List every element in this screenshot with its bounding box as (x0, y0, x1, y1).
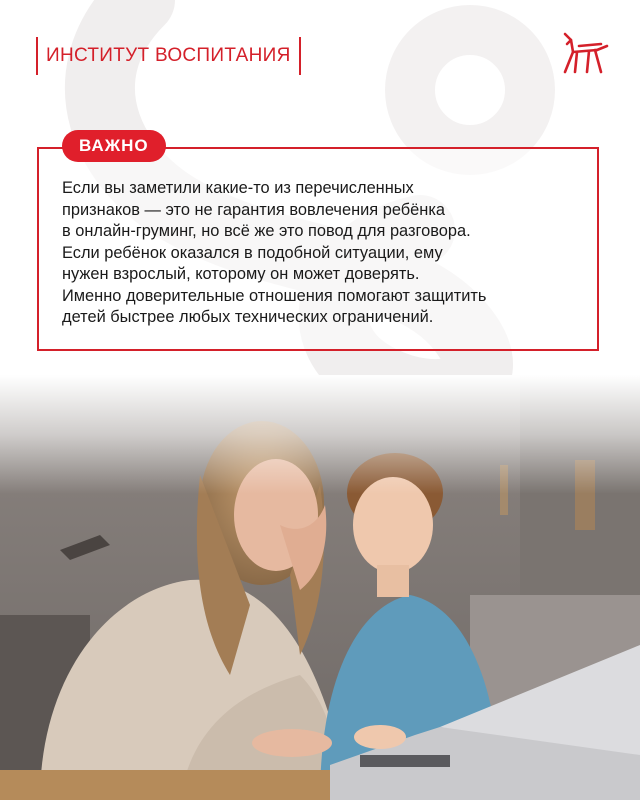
callout-text (62, 178, 582, 329)
important-badge: ВАЖНО (62, 130, 166, 162)
header-divider-right (299, 37, 301, 75)
callout-line: Если ребёнок оказался в подобной ситуации, ему (62, 243, 443, 262)
callout-line: детей быстрее любых технических ограничений. (62, 308, 434, 326)
callout-line: Если вы заметили какие-то из перечисленных (62, 179, 414, 197)
callout-line: признаков — это не гарантия вовлечения ребёнка (62, 200, 445, 219)
photo-mother-and-son (0, 375, 640, 800)
callout-line: нужен взрослый, которому он может доверять. (62, 265, 420, 283)
callout-line: Именно доверительные отношения помогают защитить (62, 286, 487, 305)
horse-icon (557, 30, 609, 76)
header (36, 36, 301, 76)
callout-line: в онлайн-груминг, но всё же это повод для разговора. (62, 222, 471, 240)
brand-title: ИНСТИТУТ ВОСПИТАНИЯ (46, 45, 291, 66)
